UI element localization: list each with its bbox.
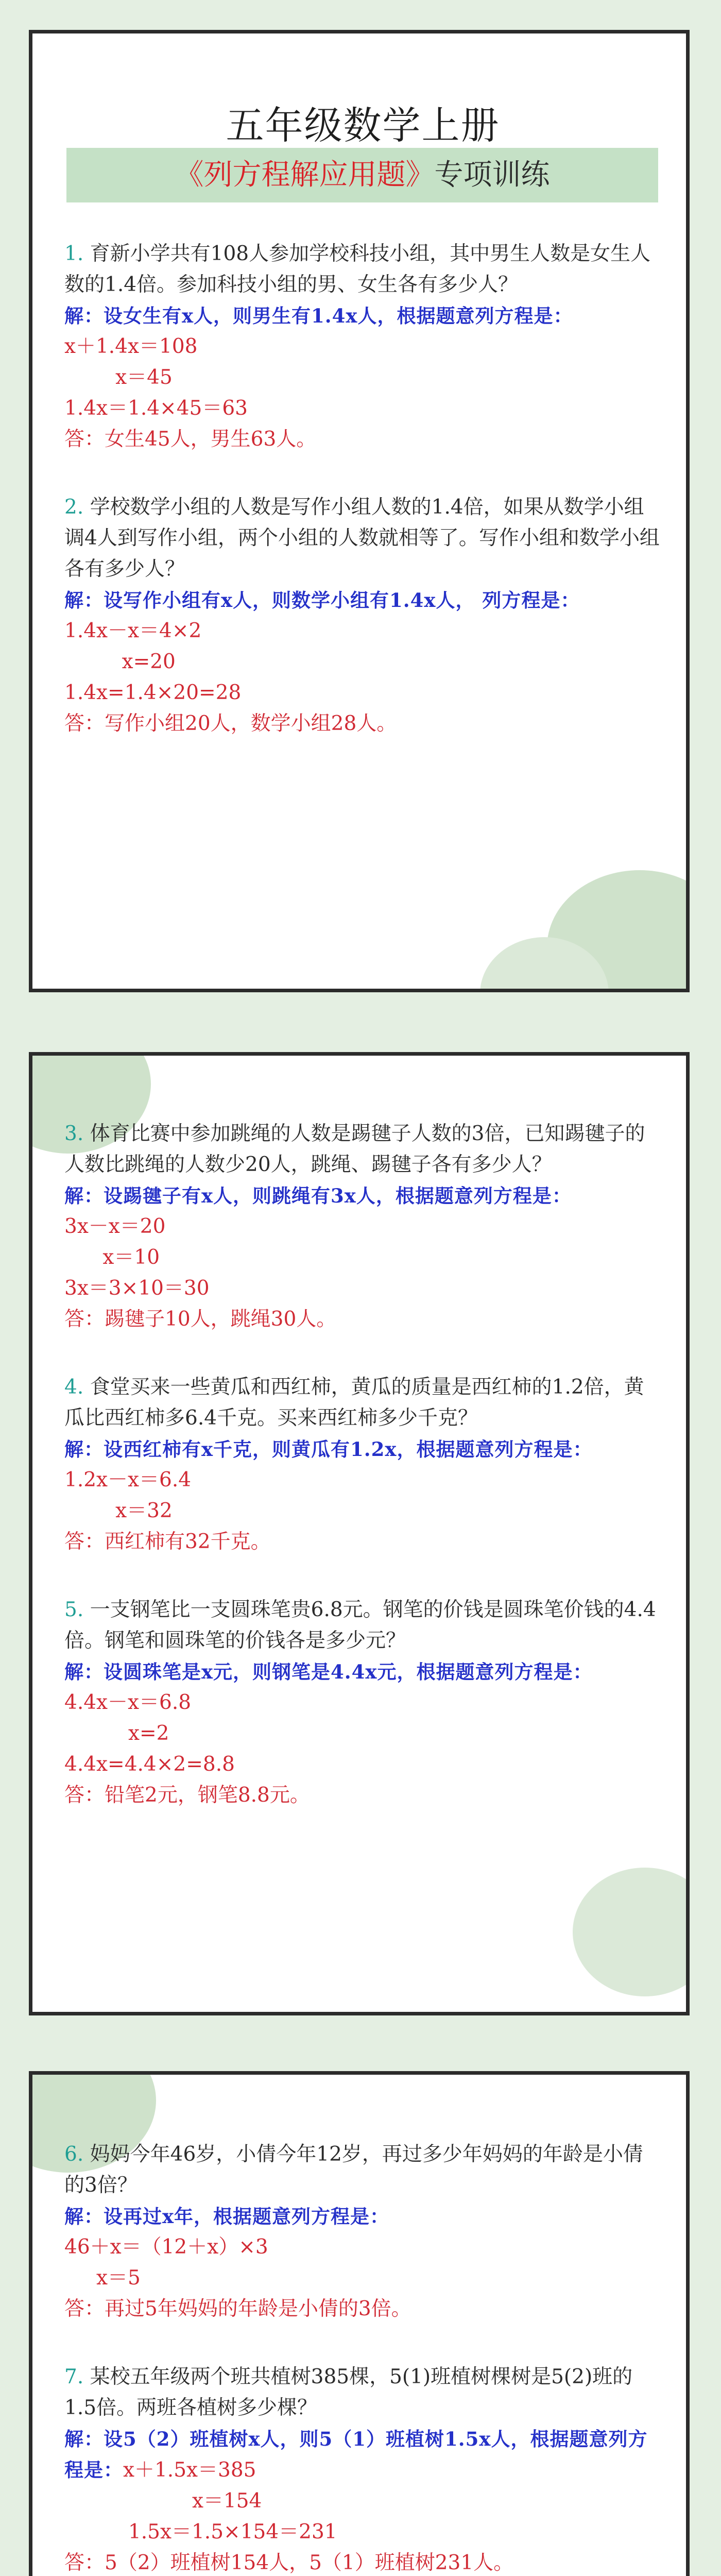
problem-answer: 答：西红柿有32千克。 bbox=[64, 1530, 271, 1553]
problem-2 bbox=[64, 492, 662, 739]
subtitle-topic: 《列方程解应用题》 bbox=[175, 158, 435, 192]
problem-6 bbox=[64, 2139, 662, 2325]
equation-step: 1.4x－x＝4×2 bbox=[64, 619, 202, 642]
problem-solution-setup: 解：设西红柿有x千克，则黄瓜有1.2x，根据题意列方程是： bbox=[64, 1438, 593, 1461]
problem-answer: 答：5（2）班植树154人，5（1）班植树231人。 bbox=[64, 2551, 514, 2574]
problem-number: 6. bbox=[64, 2143, 84, 2166]
problem-solution-setup: 解：设5（2）班植树x人，则5（1）班植树1.5x人，根据题意列方程是： bbox=[64, 2428, 648, 2481]
equation-step: x＋1.5x＝385 bbox=[123, 2459, 256, 2482]
problem-solution-setup: 解：设女生有x人，则男生有1.4x人，根据题意列方程是： bbox=[64, 304, 573, 327]
worksheet-card-2 bbox=[29, 1052, 690, 2015]
problem-answer: 答：写作小组20人，数学小组28人。 bbox=[64, 712, 397, 735]
problem-number: 3. bbox=[64, 1122, 84, 1145]
equation-step: x＋1.4x＝108 bbox=[64, 335, 198, 358]
worksheet-card-3 bbox=[29, 2071, 690, 2576]
equation-step: x=20 bbox=[64, 650, 176, 673]
problem-answer: 答：女生45人，男生63人。 bbox=[64, 428, 317, 451]
page-title: 五年级数学上册 bbox=[226, 104, 500, 148]
problem-answer: 答：再过5年妈妈的年龄是小倩的3倍。 bbox=[64, 2297, 411, 2320]
problem-number: 1. bbox=[64, 242, 84, 265]
problem-question: 某校五年级两个班共植树385棵，5(1)班植树棵树是5(2)班的1.5倍。两班各植树多少棵？ bbox=[64, 2365, 633, 2419]
equation-step: 46＋x＝（12＋x）×3 bbox=[64, 2235, 268, 2259]
problem-answer: 答：铅笔2元，钢笔8.8元。 bbox=[64, 1784, 310, 1807]
problem-solution-setup: 解：设圆珠笔是x元，则钢笔是4.4x元，根据题意列方程是： bbox=[64, 1660, 593, 1683]
problem-number: 4. bbox=[64, 1376, 84, 1399]
equation-step: 4.4x=4.4×2=8.8 bbox=[64, 1753, 235, 1776]
problem-answer: 答：踢毽子10人，跳绳30人。 bbox=[64, 1308, 337, 1331]
problem-question: 育新小学共有108人参加学校科技小组，其中男生人数是女生人数的1.4倍。参加科技小组的男、女生各有多少人？ bbox=[64, 242, 651, 296]
problem-4 bbox=[64, 1372, 662, 1557]
problem-number: 7. bbox=[64, 2365, 84, 2388]
problem-number: 5. bbox=[64, 1598, 84, 1621]
equation-step: 1.4x=1.4×20=28 bbox=[64, 681, 242, 704]
subtitle-suffix: 专项训练 bbox=[434, 158, 550, 192]
worksheet-card-1 bbox=[29, 30, 690, 992]
equation-step: x＝5 bbox=[64, 2266, 141, 2290]
equation-step: 1.4x＝1.4×45＝63 bbox=[64, 397, 248, 420]
equation-step: x＝10 bbox=[64, 1246, 160, 1269]
problem-1 bbox=[64, 239, 662, 455]
problem-question: 体育比赛中参加跳绳的人数是踢毽子人数的3倍，已知踢毽子的人数比跳绳的人数少20人，跳绳、踢毽子各有多少人？ bbox=[64, 1122, 645, 1176]
problem-solution-setup: 解：设再过x年，根据题意列方程是： bbox=[64, 2205, 390, 2228]
problem-question: 妈妈今年46岁，小倩今年12岁，再过多少年妈妈的年龄是小倩的3倍？ bbox=[64, 2143, 643, 2197]
problem-group-2 bbox=[64, 1118, 662, 1811]
problem-group-3 bbox=[64, 2139, 662, 2576]
equation-step: 3x＝3×10＝30 bbox=[64, 1277, 210, 1300]
problem-3 bbox=[64, 1118, 662, 1335]
equation-step: 4.4x－x＝6.8 bbox=[64, 1691, 192, 1714]
subtitle-banner bbox=[66, 148, 658, 202]
equation-step: x＝32 bbox=[64, 1499, 173, 1522]
problem-solution-setup: 解：设写作小组有x人，则数学小组有1.4x人， 列方程是： bbox=[64, 589, 580, 612]
problem-5 bbox=[64, 1595, 662, 1811]
equation-step: 3x－x＝20 bbox=[64, 1215, 166, 1238]
problem-7 bbox=[64, 2362, 662, 2576]
problem-number: 2. bbox=[64, 496, 84, 519]
equation-step: x＝45 bbox=[64, 366, 173, 389]
decorative-circle bbox=[573, 1868, 690, 1996]
problem-solution-setup: 解：设踢毽子有x人，则跳绳有3x人，根据题意列方程是： bbox=[64, 1184, 572, 1207]
equation-step: x＝154 bbox=[64, 2489, 262, 2513]
equation-step: x=2 bbox=[64, 1722, 169, 1745]
equation-step: 1.2x－x＝6.4 bbox=[64, 1468, 192, 1492]
problem-question: 学校数学小组的人数是写作小组人数的1.4倍，如果从数学小组调4人到写作小组，两个小组的人数就相等了。写作小组和数学小组各有多少人？ bbox=[64, 496, 660, 581]
equation-step: 1.5x＝1.5×154＝231 bbox=[64, 2520, 337, 2544]
problem-group-1 bbox=[64, 239, 662, 739]
problem-question: 一支钢笔比一支圆珠笔贵6.8元。钢笔的价钱是圆珠笔价钱的4.4倍。钢笔和圆珠笔的价钱各是多少元？ bbox=[64, 1598, 656, 1652]
problem-question: 食堂买来一些黄瓜和西红柿，黄瓜的质量是西红柿的1.2倍，黄瓜比西红柿多6.4千克。买来西红柿多少千克？ bbox=[64, 1376, 644, 1430]
